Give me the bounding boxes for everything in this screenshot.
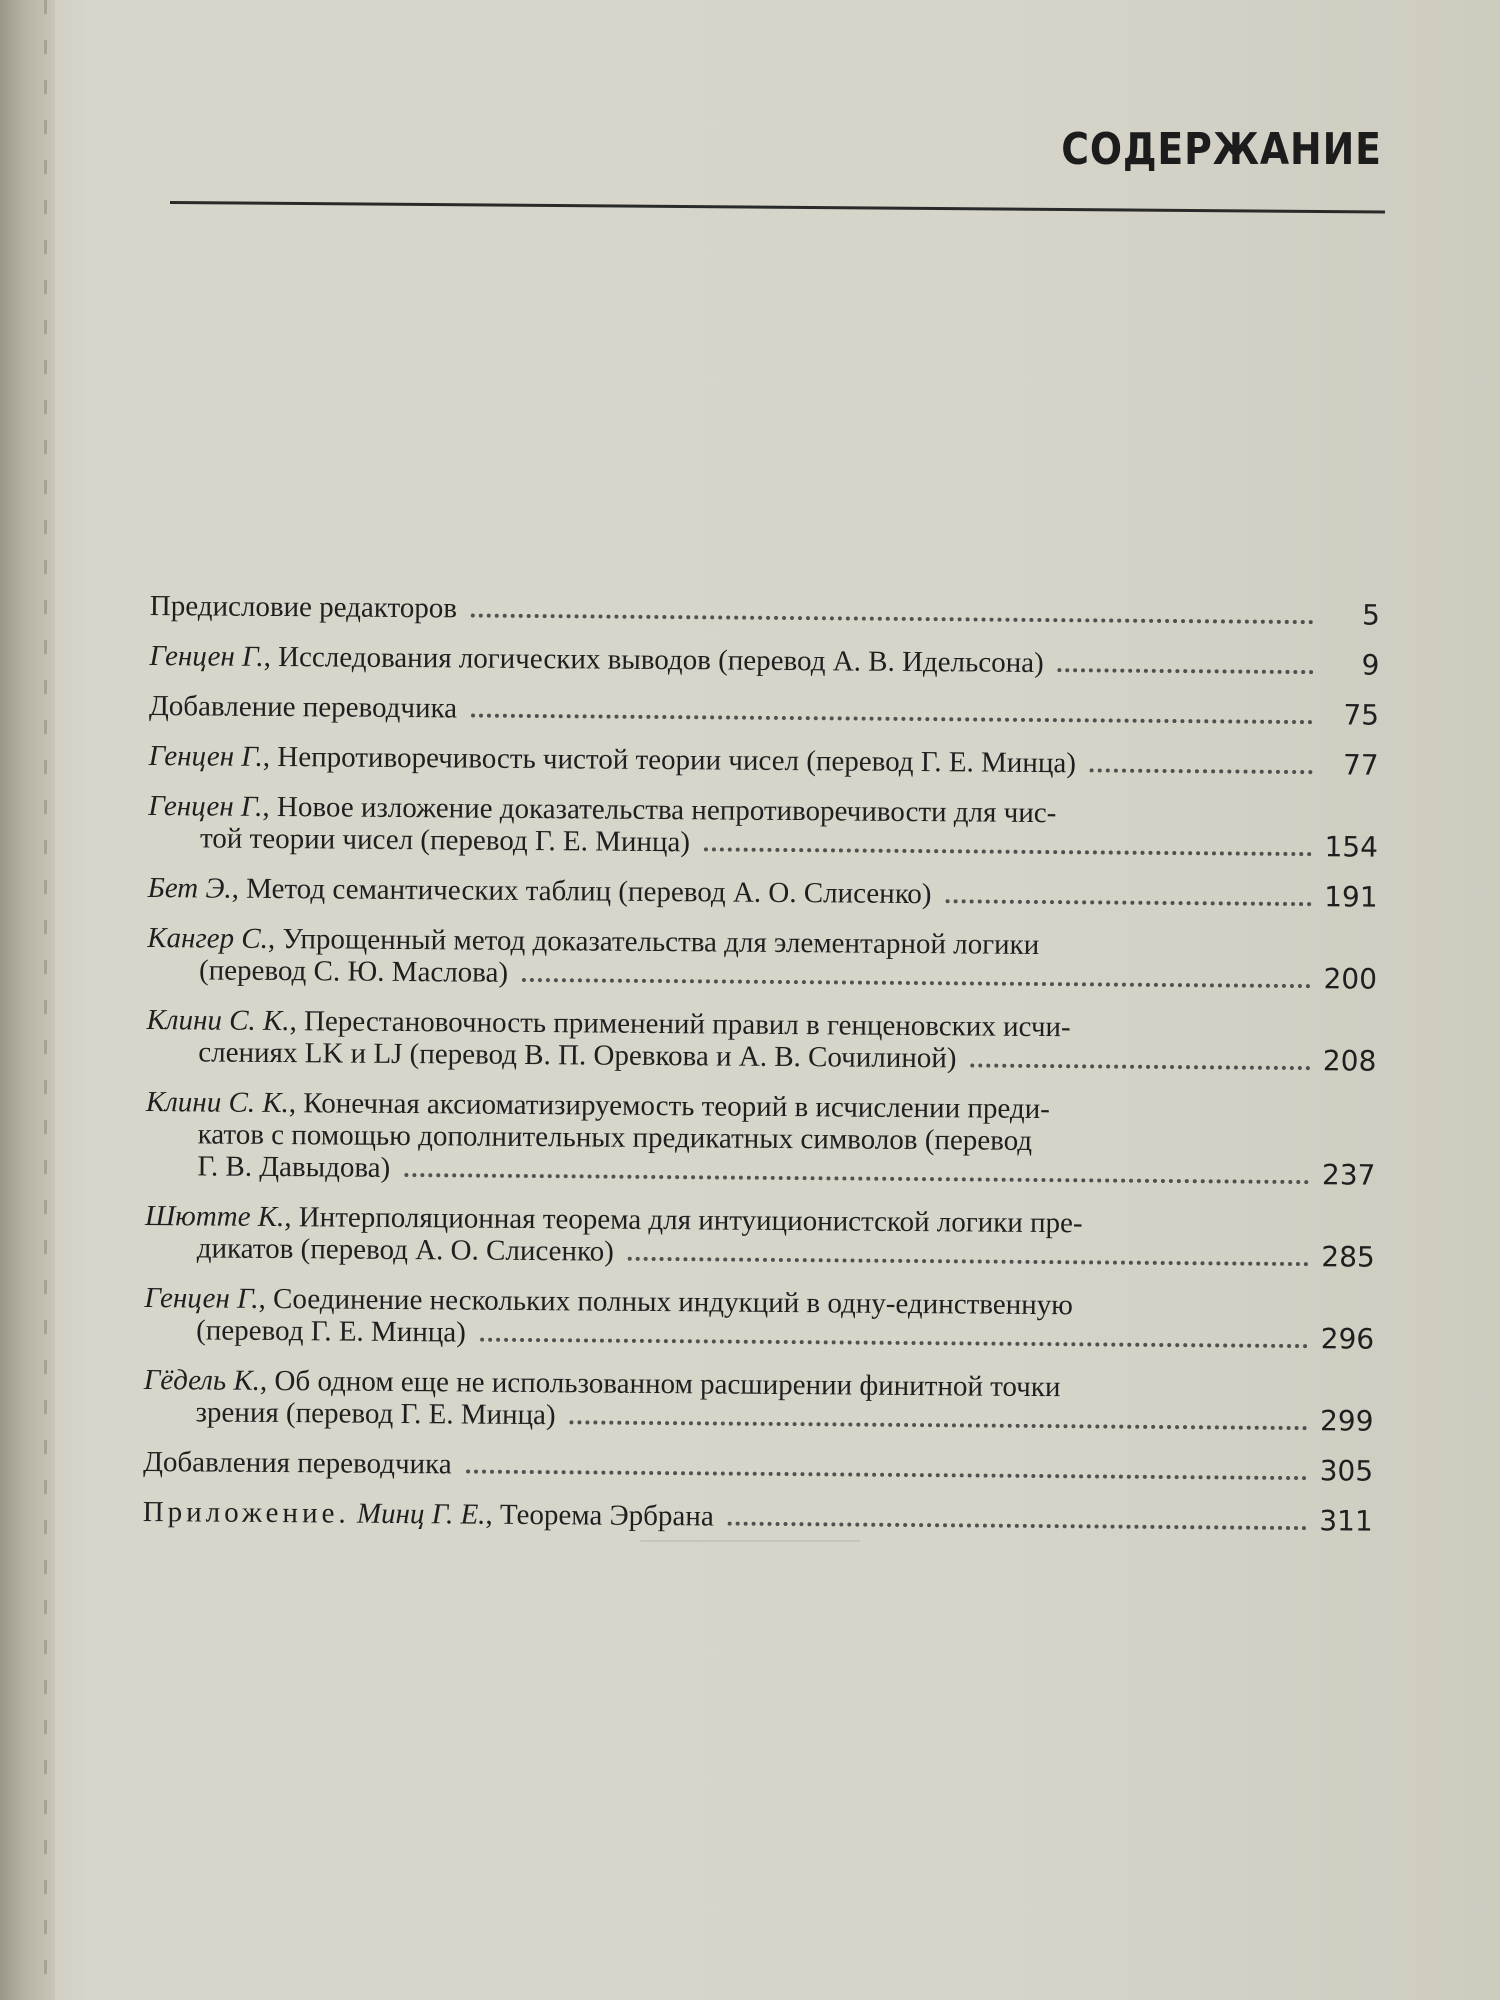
toc-entry-title: , Перестановочность применений правил в генценовских исчи- <box>289 1005 1071 1044</box>
dot-leader <box>466 1470 1308 1481</box>
toc-entry-title-cont: той теории чисел (перевод Г. Е. Минца) <box>199 822 691 859</box>
toc-entry-page: 305 <box>1319 1454 1374 1488</box>
toc-entry-title: , Об одном еще не использованном расширении финитной точки <box>259 1364 1061 1404</box>
toc-entry-title: , Интерполяционная теорема для интуиционистской логики пре- <box>284 1201 1083 1240</box>
toc-entry <box>147 922 1377 996</box>
toc-entry-author: Клини С. К. <box>146 1003 290 1038</box>
toc-entry-author: Генцен Г. <box>148 789 263 823</box>
dot-leader <box>970 1063 1310 1070</box>
toc-entry-last-line <box>143 1496 1373 1538</box>
toc-entry <box>145 1086 1376 1192</box>
toc-entry-last-line <box>149 690 1379 732</box>
dot-leader <box>404 1173 1309 1184</box>
toc-entry-title: , Упрощенный метод доказательства для элементарной логики <box>267 922 1040 961</box>
toc-entry-title-cont: катов с помощью дополнительных предикатных символов (перевод <box>197 1118 1033 1157</box>
toc-entry-author: Генцен Г. <box>149 639 264 673</box>
toc-entry-page: 75 <box>1343 698 1380 732</box>
toc-entry-author: Шютте К. <box>144 1199 285 1234</box>
toc-entry-title-cont: (перевод Г. Е. Минца) <box>196 1314 466 1349</box>
title-rule <box>170 201 1385 214</box>
toc-entry-page: 191 <box>1324 880 1378 914</box>
toc-entry-last-line <box>143 1446 1373 1488</box>
toc-entry-page: 208 <box>1322 1044 1377 1078</box>
binding-stitch <box>44 0 47 2000</box>
toc-entry <box>143 1446 1373 1488</box>
toc-entry-title: , Соединение нескольких полных индукций в одну-единственную <box>258 1282 1074 1322</box>
toc-entry-title: , Непротиворечивость чистой теории чисел (перевод Г. Е. Минца) <box>262 740 1077 780</box>
toc-entry-appendix <box>143 1496 1373 1538</box>
table-of-contents <box>142 590 1379 1556</box>
dot-leader <box>1058 668 1314 674</box>
toc-entry-page: 299 <box>1319 1404 1374 1438</box>
toc-entry-title-cont: слениях LK и LJ (перевод В. П. Оревкова и А. В. Сочилиной) <box>198 1036 957 1075</box>
toc-entry-page: 77 <box>1342 748 1379 782</box>
toc-entry-title: Добавление переводчика <box>148 689 458 725</box>
toc-entry-title: , Новое изложение доказательства непротиворечивости для чис- <box>262 790 1057 830</box>
dot-leader <box>945 899 1311 906</box>
toc-entry-last-line <box>149 640 1379 682</box>
toc-entry <box>143 1364 1373 1438</box>
toc-entry <box>149 690 1379 732</box>
toc-entry-title: , Конечная аксиоматизируемость теорий в исчислении преди- <box>288 1087 1050 1126</box>
toc-entry-author: Генцен Г. <box>144 1281 259 1315</box>
toc-entry-last-line <box>148 872 1378 914</box>
toc-entry-author: Минц Г. Е. <box>356 1497 486 1531</box>
toc-entry-last-line <box>149 740 1379 782</box>
toc-entry-title: Предисловие редакторов <box>149 590 458 625</box>
toc-entry <box>150 590 1380 632</box>
toc-entry-title: , Исследования логических выводов (перевод А. В. Идельсона) <box>263 640 1044 680</box>
toc-entry <box>146 1004 1376 1078</box>
toc-entry <box>148 872 1378 914</box>
toc-entry-page: 200 <box>1323 962 1378 996</box>
toc-entry-page: 154 <box>1324 830 1379 864</box>
toc-entry-title: Добавления переводчика <box>143 1445 452 1481</box>
toc-entry <box>149 640 1379 682</box>
toc-entry <box>145 1200 1375 1274</box>
toc-entry-title: , Метод семантических таблиц (перевод А. О. Слисенко) <box>231 872 932 911</box>
toc-entry-page: 9 <box>1361 648 1380 682</box>
toc-entry-title: , Теорема Эрбрана <box>485 1498 714 1533</box>
toc-entry-author: Клини С. К. <box>145 1085 289 1120</box>
toc-entry-page: 296 <box>1320 1322 1375 1356</box>
toc-entry-title-cont: дикатов (перевод А. О. Слисенко) <box>196 1232 614 1268</box>
toc-entry-author: Генцен Г. <box>148 739 264 773</box>
toc-entry-title-cont: Г. В. Давыдова) <box>197 1150 391 1184</box>
dot-leader <box>728 1522 1307 1531</box>
toc-entry-page: 285 <box>1321 1240 1375 1274</box>
toc-entry-last-line <box>150 590 1380 632</box>
page-crease <box>640 1540 860 1542</box>
dot-leader <box>628 1257 1309 1266</box>
toc-entry-page: 311 <box>1319 1504 1373 1538</box>
toc-entry-title-cont: зрения (перевод Г. Е. Минца) <box>195 1396 556 1432</box>
toc-entry-page: 5 <box>1361 598 1380 632</box>
toc-entry <box>144 1282 1374 1356</box>
appendix-label: Приложение. <box>142 1495 350 1530</box>
toc-entry-author: Гёдель К. <box>143 1363 261 1397</box>
toc-entry <box>148 790 1378 864</box>
dot-leader <box>1090 768 1313 774</box>
dot-leader <box>471 714 1313 725</box>
page-title: СОДЕРЖАНИЕ <box>1061 124 1382 175</box>
dot-leader <box>570 1420 1308 1430</box>
dot-leader <box>522 978 1311 988</box>
toc-entry-author: Кангер С. <box>147 921 269 955</box>
toc-entry-page: 237 <box>1321 1158 1376 1192</box>
toc-entry <box>149 740 1379 782</box>
toc-entry-title-cont: (перевод С. Ю. Маслова) <box>198 954 509 989</box>
dot-leader <box>704 847 1312 856</box>
dot-leader <box>471 614 1314 625</box>
dot-leader <box>480 1338 1308 1349</box>
toc-entry-author: Бет Э. <box>147 871 232 905</box>
